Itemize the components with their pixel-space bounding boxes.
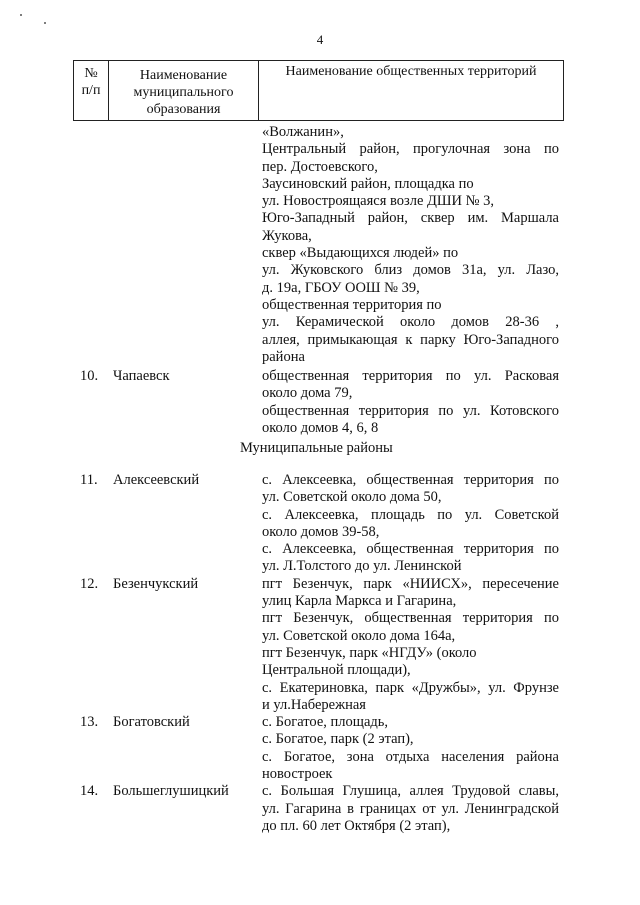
territory-line: ул. Советской около дома 50,: [262, 489, 442, 506]
territory-line: с. Алексеевка, общественная территория по: [262, 472, 559, 488]
territory-line: пгт Безенчук, общественная территория по: [262, 610, 559, 627]
header-territory-text: Наименование общественных территорий: [285, 64, 537, 79]
row-number: 14.: [80, 783, 99, 800]
territory-line: с. Большая Глушица, аллея Трудовой славы,: [262, 783, 559, 800]
header-municipality-cell: [108, 60, 259, 121]
header-municipality-line: муниципального: [133, 85, 234, 100]
territory-line: «Волжанин»,: [262, 124, 344, 140]
row-number: 12.: [80, 575, 99, 592]
header-number-line: п/п: [81, 83, 101, 98]
territory-list: [262, 472, 559, 576]
territory-line: с. Алексеевка, площадь по ул. Советской: [262, 506, 559, 523]
territory-line: сквер «Выдающихся людей» по: [262, 245, 459, 262]
territory-line: Заусиновский район, площадка по: [262, 175, 474, 192]
territory-line: общественная территория по: [262, 296, 442, 313]
territory-list: [262, 368, 559, 437]
territory-line: ул. Жуковского близ домов 31а, ул. Лазо,: [262, 262, 559, 279]
territory-list: [262, 576, 559, 714]
scan-speck: [20, 14, 22, 16]
section-heading: Муниципальные районы: [240, 440, 393, 456]
territory-line: с. Богатое, парк (2 этап),: [262, 731, 414, 748]
territory-line: до пл. 60 лет Октября (2 этап),: [262, 817, 451, 834]
municipality-name: Алексеевский: [113, 472, 200, 488]
territory-line: общественная территория по ул. Котовского: [262, 402, 559, 419]
municipality-name: Большеглушицкий: [113, 783, 229, 800]
territory-line: пер. Достоевского,: [262, 158, 378, 175]
territory-line: ул. Л.Толстого до ул. Ленинской: [262, 558, 462, 575]
territory-line: д. 19а, ГБОУ ООШ № 39,: [262, 279, 420, 296]
municipality-name: Чапаевск: [113, 368, 170, 384]
territory-line: района: [262, 348, 305, 365]
territory-line: с. Алексеевка, общественная территория по: [262, 541, 559, 558]
territory-line: Центральный район, прогулочная зона по: [262, 141, 559, 158]
page-number: 4: [316, 32, 324, 47]
territory-line: около домов 4, 6, 8: [262, 419, 379, 436]
territory-line: с. Богатое, площадь,: [262, 714, 388, 731]
continuation-block: [262, 124, 559, 366]
territory-list: [262, 714, 559, 783]
territory-line: с. Екатериновка, парк «Дружбы», ул. Фрунзе: [262, 679, 559, 696]
territory-line: с. Богатое, зона отдыха населения района: [262, 748, 559, 765]
territory-line: ул. Гагарина в границах от ул. Ленинградской: [262, 800, 559, 817]
territory-line: новостроек: [262, 766, 333, 783]
territory-list: [262, 783, 559, 835]
header-territory-cell: [258, 60, 564, 121]
header-municipality-line: образования: [146, 102, 221, 117]
scan-speck: [44, 22, 46, 24]
territory-line: около дома 79,: [262, 385, 353, 402]
header-municipality-line: Наименование: [139, 68, 228, 83]
territory-line: ул. Новостроящаяся возле ДШИ № 3,: [262, 193, 494, 210]
header-number-cell: [73, 60, 109, 121]
territory-line: аллея, примыкающая к парку Юго-Западного: [262, 331, 559, 348]
municipality-name: Безенчукский: [113, 575, 199, 592]
territory-line: Жукова,: [262, 227, 312, 244]
row-number: 10.: [80, 368, 99, 384]
territory-line: пгт Безенчук, парк «НГДУ» (около: [262, 644, 477, 661]
territory-line: и ул.Набережная: [262, 696, 366, 713]
territory-line: около домов 39-58,: [262, 523, 380, 540]
municipality-name: Богатовский: [113, 714, 190, 731]
row-number: 11.: [80, 472, 98, 488]
territory-line: пгт Безенчук, парк «НИИСХ», пересечение: [262, 575, 559, 592]
row-number: 13.: [80, 714, 99, 731]
territory-line: Юго-Западный район, сквер им. Маршала: [262, 210, 559, 227]
territory-line: ул. Керамической около домов 28-36 ,: [262, 314, 559, 331]
territory-line: ул. Советской около дома 164а,: [262, 627, 456, 644]
territory-line: улиц Карла Маркса и Гагарина,: [262, 593, 457, 610]
header-number-line: №: [84, 66, 98, 81]
territory-line: Центральной площади),: [262, 662, 411, 679]
territory-line: общественная территория по ул. Расковая: [262, 368, 559, 384]
